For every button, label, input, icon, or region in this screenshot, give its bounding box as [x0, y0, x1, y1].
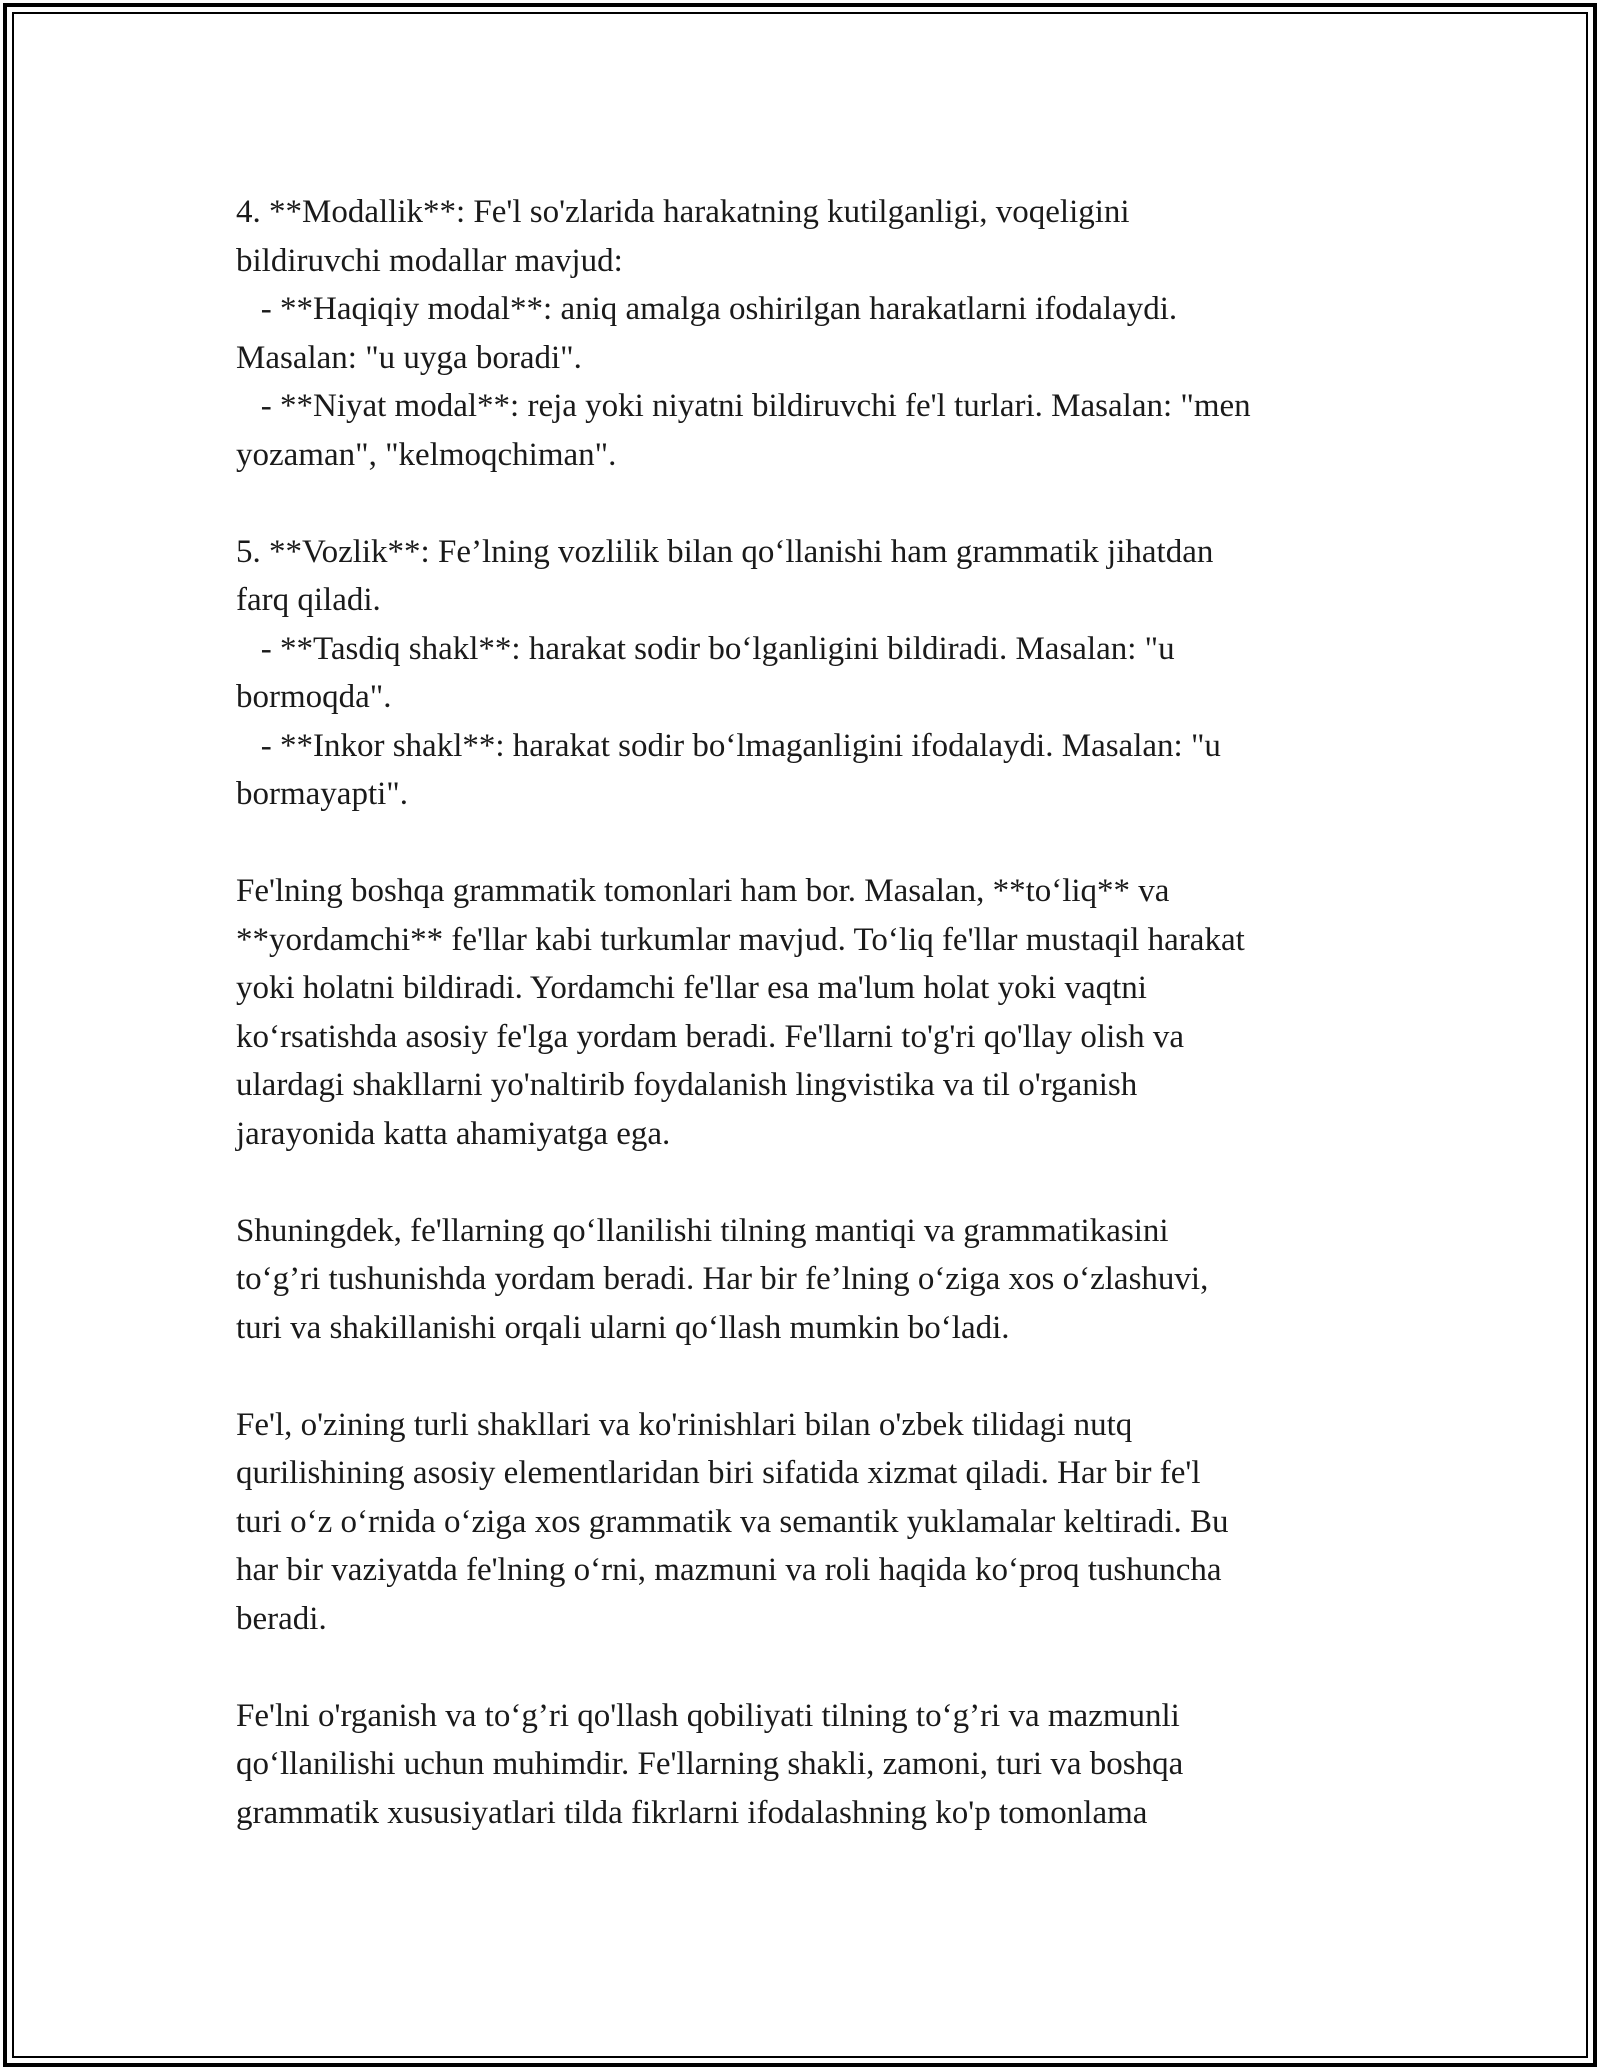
paragraph-grammatik-tomonlar: [236, 867, 1366, 1158]
text-line: bormayapti".: [236, 776, 409, 812]
text-line: grammatik xususiyatlari tilda fikrlarni ifodalashning ko'p tomonlama: [236, 1794, 1148, 1831]
paragraph-spacer: [236, 1158, 1366, 1207]
text-line: turi o‘z o‘rnida o‘ziga xos grammatik va semantik yuklamalar keltiradi. Bu: [236, 1503, 1229, 1540]
paragraph-spacer: [236, 479, 1366, 528]
text-line: - **Haqiqiy modal**: aniq amalga oshirilgan harakatlarni ifodalaydi.: [236, 291, 1178, 327]
text-line: yozaman", "kelmoqchiman".: [236, 436, 617, 473]
text-line: Shuningdek, fe'llarning qo‘llanilishi tilning mantiqi va grammatikasini: [236, 1212, 1169, 1249]
paragraph-spacer: [236, 819, 1366, 868]
text-line: qurilishining asosiy elementlaridan biri sifatida xizmat qiladi. Har bir fe'l: [236, 1455, 1201, 1491]
text-line: Masalan: "u uyga boradi".: [236, 339, 582, 376]
text-line: Fe'lning boshqa grammatik tomonlari ham bor. Masalan, **to‘liq** va: [236, 873, 1170, 909]
text-line: **yordamchi** fe'llar kabi turkumlar mavjud. To‘liq fe'llar mustaqil harakat: [236, 921, 1245, 958]
section-modallik: [236, 188, 1366, 479]
paragraph-felni-organish: [236, 1692, 1366, 1838]
text-line: jarayonida katta ahamiyatga ega.: [236, 1115, 671, 1152]
text-line: turi va shakillanishi orqali ularni qo‘llash mumkin bo‘ladi.: [236, 1309, 1010, 1346]
text-line: bormoqda".: [236, 679, 392, 715]
text-line: bildiruvchi modallar mavjud:: [236, 242, 623, 279]
text-line: 4. **Modallik**: Fe'l so'zlarida harakatning kutilganligi, voqeligini: [236, 194, 1130, 230]
text-line: - **Tasdiq shakl**: harakat sodir bo‘lganligini bildiradi. Masalan: "u: [236, 630, 1175, 667]
document-body: [236, 188, 1366, 1837]
paragraph-spacer: [236, 1352, 1366, 1401]
text-line: - **Niyat modal**: reja yoki niyatni bildiruvchi fe'l turlari. Masalan: "men: [236, 388, 1251, 424]
text-line: Fe'lni o'rganish va to‘g’ri qo'llash qobiliyati tilning to‘g’ri va mazmunli: [236, 1697, 1180, 1734]
text-line: ulardagi shakllarni yo'naltirib foydalanish lingvistika va til o'rganish: [236, 1067, 1138, 1103]
text-line: qo‘llanilishi uchun muhimdir. Fe'llarning shakli, zamoni, turi va boshqa: [236, 1746, 1184, 1782]
text-line: har bir vaziyatda fe'lning o‘rni, mazmuni va roli haqida ko‘proq tushuncha: [236, 1552, 1222, 1588]
text-line: farq qiladi.: [236, 582, 381, 618]
text-line: to‘g’ri tushunishda yordam beradi. Har bir fe’lning o‘ziga xos o‘zlashuvi,: [236, 1261, 1209, 1297]
text-line: ko‘rsatishda asosiy fe'lga yordam beradi. Fe'llarni to'g'ri qo'llay olish va: [236, 1018, 1185, 1055]
paragraph-fel-shakllari: [236, 1401, 1366, 1644]
paragraph-spacer: [236, 1643, 1366, 1692]
text-line: Fe'l, o'zining turli shakllari va ko'rinishlari bilan o'zbek tilidagi nutq: [236, 1406, 1133, 1443]
section-vozlik: [236, 528, 1366, 819]
text-line: - **Inkor shakl**: harakat sodir bo‘lmaganligini ifodalaydi. Masalan: "u: [236, 727, 1221, 764]
text-line: 5. **Vozlik**: Fe’lning vozlilik bilan qo‘llanishi ham grammatik jihatdan: [236, 533, 1214, 570]
paragraph-shuningdek: [236, 1207, 1366, 1353]
text-line: beradi.: [236, 1600, 327, 1637]
text-line: yoki holatni bildiradi. Yordamchi fe'llar esa ma'lum holat yoki vaqtni: [236, 970, 1147, 1006]
